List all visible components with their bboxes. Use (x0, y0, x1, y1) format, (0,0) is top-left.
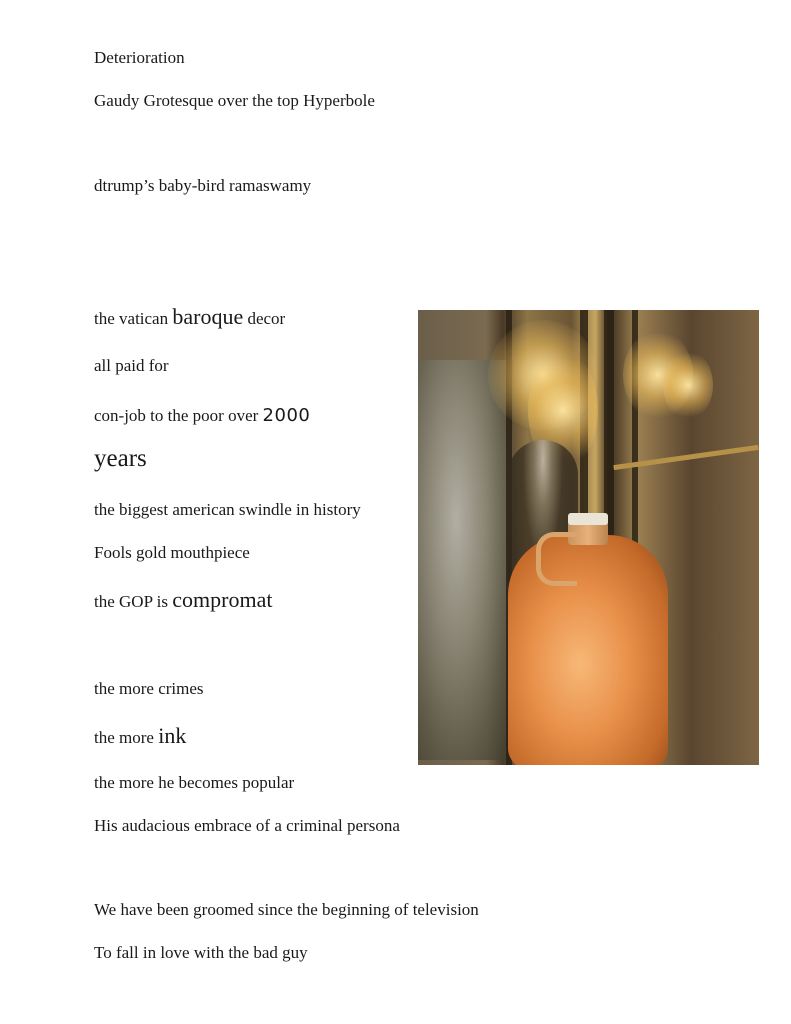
emphasized-number: 2000 (262, 405, 311, 426)
poem-line: Gaudy Grotesque over the top Hyperbole (94, 91, 375, 110)
poem-line: His audacious embrace of a criminal persona (94, 816, 400, 835)
jug-cap (568, 513, 608, 525)
poem-line: the biggest american swindle in history (94, 500, 361, 519)
chandelier-glow (663, 350, 713, 420)
poem-text: the GOP is (94, 592, 173, 611)
emphasized-word: baroque (172, 304, 244, 329)
poem-line: the more crimes (94, 679, 204, 698)
tree-reflection (418, 360, 513, 760)
jug-handle (536, 532, 577, 586)
poem-text: con-job to the poor over (94, 406, 263, 425)
poem-line: all paid for (94, 356, 169, 375)
poem-title: Deterioration (94, 48, 185, 67)
poem-text: the more (94, 728, 159, 747)
poem-line (94, 725, 186, 749)
poem-line: We have been groomed since the beginning of television (94, 900, 479, 919)
poem-text: decor (243, 309, 286, 328)
emphasized-word: compromat (172, 587, 273, 612)
poem-line (94, 306, 285, 330)
jug-photo (418, 310, 759, 765)
poem-line: To fall in love with the bad guy (94, 943, 308, 962)
poem-line: years (94, 445, 147, 472)
emphasized-word: ink (158, 723, 187, 748)
poem-line: dtrump’s baby-bird ramaswamy (94, 176, 312, 195)
poem-line: the more he becomes popular (94, 773, 295, 792)
poem-line (94, 405, 310, 427)
poem-text: the vatican (94, 309, 173, 328)
glass-jug (508, 535, 668, 765)
poem-line (94, 589, 272, 613)
poem-line: Fools gold mouthpiece (94, 543, 250, 562)
